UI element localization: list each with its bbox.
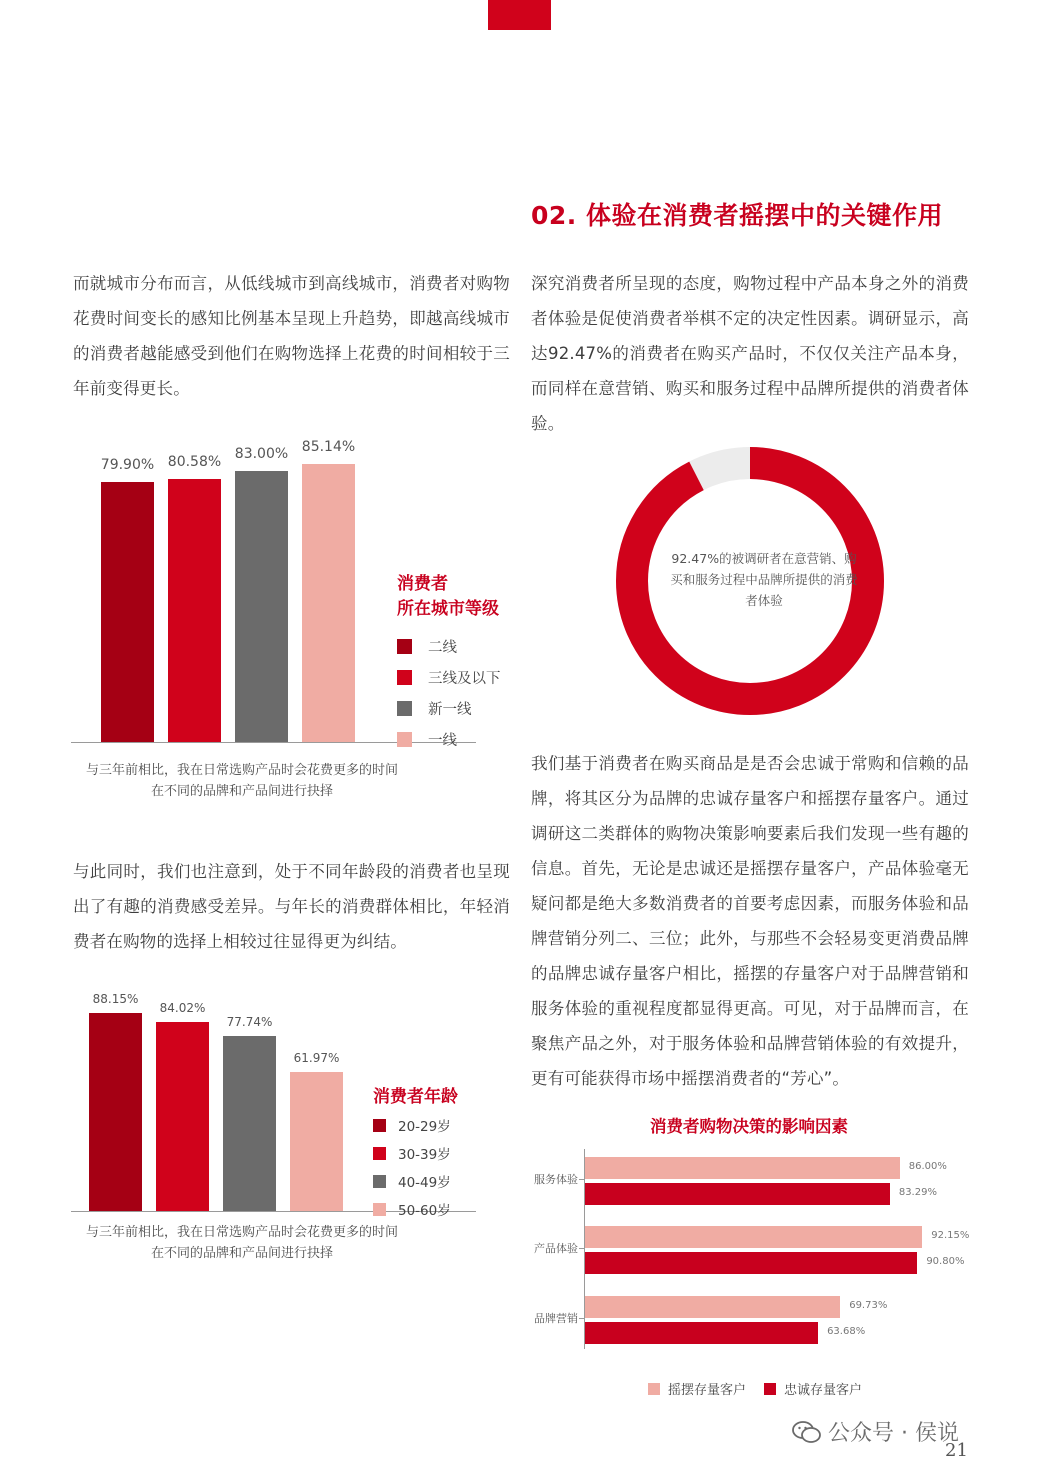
legend-item-1-0: [373, 1115, 451, 1135]
age-caption-line-2: 在不同的品牌和产品间进行抉择: [150, 1246, 333, 1261]
legend-title-1: [373, 1085, 458, 1110]
legend-label-0-0: 二线: [428, 640, 457, 656]
hchart-legend-label-0: 摇摆存量客户: [668, 1383, 747, 1398]
bar-value-label-1-3: 61.97%: [293, 1050, 340, 1065]
bar-1-2: [223, 1036, 276, 1211]
watermark-text: 公众号 · 侯说: [828, 1421, 959, 1446]
hbar-value-label-2-0: 69.73%: [849, 1300, 888, 1311]
bar-value-label-1-0: 88.15%: [92, 991, 139, 1006]
hchart-category-0: 服务体验: [534, 1173, 578, 1186]
hbar-0-0: [585, 1157, 900, 1179]
right-paragraph-1: 深究消费者所呈现的态度，购物过程中产品本身之外的消费者体验是促使消费者举棋不定的决定性因素。调研显示，高达92.47%的消费者在购买产品时，不仅仅关注产品本身，而同样在意营销、购买和服务过程中品牌所提供的消费者体验。: [531, 274, 969, 433]
hbar-value-label-0-0: 86.00%: [908, 1161, 947, 1172]
hbar-value-label-1-1: 90.80%: [926, 1256, 965, 1267]
top-tab-marker: [488, 0, 551, 30]
legend-item-1-3: [373, 1199, 451, 1219]
hchart-tick-2: [579, 1318, 584, 1319]
bar-1-3: [290, 1072, 343, 1211]
bar-1-0: [89, 1013, 142, 1211]
legend-label-1-2: 40-49岁: [398, 1175, 451, 1191]
page-number: 21: [945, 1440, 968, 1461]
legend-label-1-1: 30-39岁: [398, 1147, 451, 1163]
hchart-category-1: 产品体验: [534, 1242, 578, 1255]
legend-label-0-3: 一线: [428, 733, 457, 749]
wechat-icon: [792, 1420, 822, 1444]
legend-item-0-2: [397, 698, 472, 719]
hbar-1-0: [585, 1226, 922, 1248]
legend-title-line-0-0: 消费者: [397, 574, 448, 594]
legend-swatch-0-3: [397, 732, 412, 747]
legend-item-0-1: [397, 667, 501, 688]
hbar-value-label-1-0: 92.15%: [931, 1230, 970, 1241]
legend-title-line-1-0: 消费者年龄: [373, 1087, 458, 1107]
city-caption-line-2: 在不同的品牌和产品间进行抉择: [150, 784, 333, 799]
section-title: 02. 体验在消费者摇摆中的关键作用: [531, 201, 943, 230]
bar-value-label-0-0: 79.90%: [100, 456, 155, 473]
legend-swatch-1-0: [373, 1119, 386, 1132]
hchart-tick-0: [579, 1179, 584, 1180]
legend-item-0-3: [397, 729, 457, 750]
donut-center-text: 92.47%的被调研者在意营销、购买和服务过程中品牌所提供的消费者体验: [670, 551, 858, 608]
legend-title-line-0-1: 所在城市等级: [397, 599, 499, 619]
bar-0-3: [302, 464, 355, 742]
legend-label-0-1: 三线及以下: [428, 671, 501, 687]
hchart-legend-label-1: 忠诚存量客户: [784, 1383, 863, 1398]
legend-swatch-1-2: [373, 1175, 386, 1188]
decision-factors-chart-title: 消费者购物决策的影响因素: [650, 1117, 848, 1136]
legend-label-1-0: 20-29岁: [398, 1119, 451, 1135]
legend-label-0-2: 新一线: [428, 702, 472, 718]
bar-0-1: [168, 479, 221, 742]
hbar-value-label-2-1: 63.68%: [827, 1326, 866, 1337]
hchart-legend-item-0: [648, 1379, 746, 1398]
hchart-category-2: 品牌营销: [534, 1312, 578, 1325]
hbar-value-label-0-1: 83.29%: [898, 1187, 937, 1198]
legend-swatch-1-3: [373, 1203, 386, 1216]
hchart-legend-swatch-0: [648, 1383, 660, 1395]
bar-0-0: [101, 482, 154, 742]
age-chart-caption: [62, 1222, 422, 1264]
city-chart-caption: [62, 760, 422, 802]
legend-label-1-3: 50-60岁: [398, 1203, 451, 1219]
legend-item-1-1: [373, 1143, 451, 1163]
bar-value-label-1-1: 84.02%: [159, 1000, 206, 1015]
hchart-legend-item-1: [764, 1379, 862, 1398]
bar-value-label-1-2: 77.74%: [226, 1015, 273, 1030]
legend-swatch-1-1: [373, 1147, 386, 1160]
bar-1-1: [156, 1022, 209, 1211]
hbar-0-1: [585, 1183, 890, 1205]
bar-value-label-0-3: 85.14%: [301, 439, 356, 456]
city-caption-line-1: 与三年前相比，我在日常选购产品时会花费更多的时间: [85, 763, 398, 778]
left-paragraph-2: 与此同时，我们也注意到，处于不同年龄段的消费者也呈现出了有趣的消费感受差异。与年长的消费群体相比，年轻消费者在购物的选择上相较过往显得更为纠结。: [73, 862, 510, 951]
bar-0-2: [235, 471, 288, 742]
legend-item-0-0: [397, 636, 457, 657]
left-paragraph-1: 而就城市分布而言，从低线城市到高线城市，消费者对购物花费时间变长的感知比例基本呈现上升趋势，即越高线城市的消费者越能感受到他们在购物选择上花费的时间相较于三年前变得更长。: [73, 274, 510, 398]
hchart-tick-1: [579, 1248, 584, 1249]
hbar-1-1: [585, 1252, 917, 1274]
legend-swatch-0-0: [397, 639, 412, 654]
hbar-2-1: [585, 1322, 818, 1344]
legend-swatch-0-1: [397, 670, 412, 685]
legend-title-0: [397, 572, 499, 622]
legend-swatch-0-2: [397, 701, 412, 716]
bar-value-label-0-1: 80.58%: [167, 454, 222, 471]
legend-item-1-2: [373, 1171, 451, 1191]
hchart-legend-swatch-1: [764, 1383, 776, 1395]
age-caption-line-1: 与三年前相比，我在日常选购产品时会花费更多的时间: [85, 1225, 398, 1240]
right-paragraph-2: 我们基于消费者在购买商品是是否会忠诚于常购和信赖的品牌，将其区分为品牌的忠诚存量客户和摇摆存量客户。通过调研这二类群体的购物决策影响要素后我们发现一些有趣的信息。首先，无论是忠诚还是摇摆存量客户，产品体验毫无疑问都是绝大多数消费者的首要考虑因素，而服务体验和品牌营销分列二、三位；此外，与那些不会轻易变更消费品牌的品牌忠诚存量客户相比，摇摆的存量客户对于品牌营销和服务体验的重视程度都显得更高。可见，对于品牌而言，在聚焦产品之外，对于服务体验和品牌营销体验的有效提升，更有可能获得市场中摇摆消费者的“芳心”。: [531, 754, 969, 1088]
hbar-2-0: [585, 1296, 840, 1318]
hchart-y-axis: [584, 1149, 585, 1349]
bar-value-label-0-2: 83.00%: [234, 446, 289, 463]
watermark: [792, 1416, 959, 1447]
